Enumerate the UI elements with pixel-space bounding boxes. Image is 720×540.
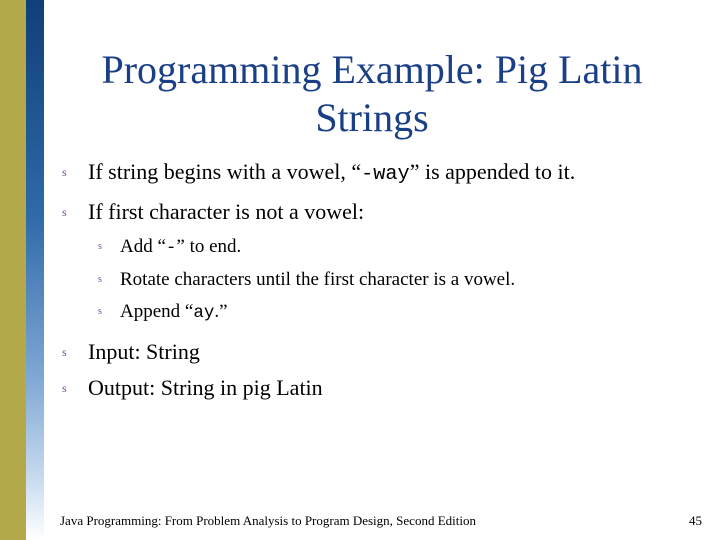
bullet-text: ” is appended to it.: [409, 159, 576, 184]
page-number: 45: [689, 513, 702, 528]
sub-bullet-marker-icon: s: [98, 241, 102, 252]
bullet-item-not-vowel: [60, 198, 700, 226]
bullet-text: Output: String in pig Latin: [88, 375, 323, 400]
code-ay: ay: [193, 303, 215, 323]
bullet-marker-icon: s: [62, 205, 67, 219]
sub-bullet-text: Rotate characters until the first character is a vowel.: [120, 269, 516, 290]
slide-title: Programming Example: Pig Latin Strings: [101, 47, 643, 140]
sub-bullet-item-rotate: [60, 267, 700, 293]
bullet-marker-icon: s: [62, 381, 67, 395]
sub-bullet-marker-icon: s: [98, 274, 102, 285]
bullet-item-vowel-rule: [60, 158, 700, 189]
sub-bullet-marker-icon: s: [98, 306, 102, 317]
left-decorative-stripe: [0, 0, 26, 540]
sub-bullet-text: ” to end.: [176, 236, 242, 257]
sub-bullet-item-add: [60, 234, 700, 261]
bullet-text: If string begins with a vowel, “: [88, 159, 362, 184]
sub-bullet-text: .”: [214, 301, 228, 322]
bullet-item-output: [60, 374, 700, 402]
sub-bullet-list: [60, 234, 700, 326]
bullet-list: [60, 158, 700, 411]
code-way: -way: [361, 163, 410, 186]
bullet-text: Input: String: [88, 339, 200, 364]
bullet-item-input: [60, 338, 700, 366]
sub-bullet-text: Add “: [120, 236, 166, 257]
bullet-marker-icon: s: [62, 345, 67, 359]
bullet-text: If first character is not a vowel:: [88, 199, 365, 224]
sub-bullet-text: Append “: [120, 301, 194, 322]
code-dash: -: [165, 238, 177, 258]
left-gradient-stripe: [26, 0, 44, 540]
sub-bullet-item-append: [60, 299, 700, 326]
slide-footer: Java Programming: From Problem Analysis to Program Design, Second Edition: [60, 513, 476, 528]
bullet-marker-icon: s: [62, 165, 67, 179]
